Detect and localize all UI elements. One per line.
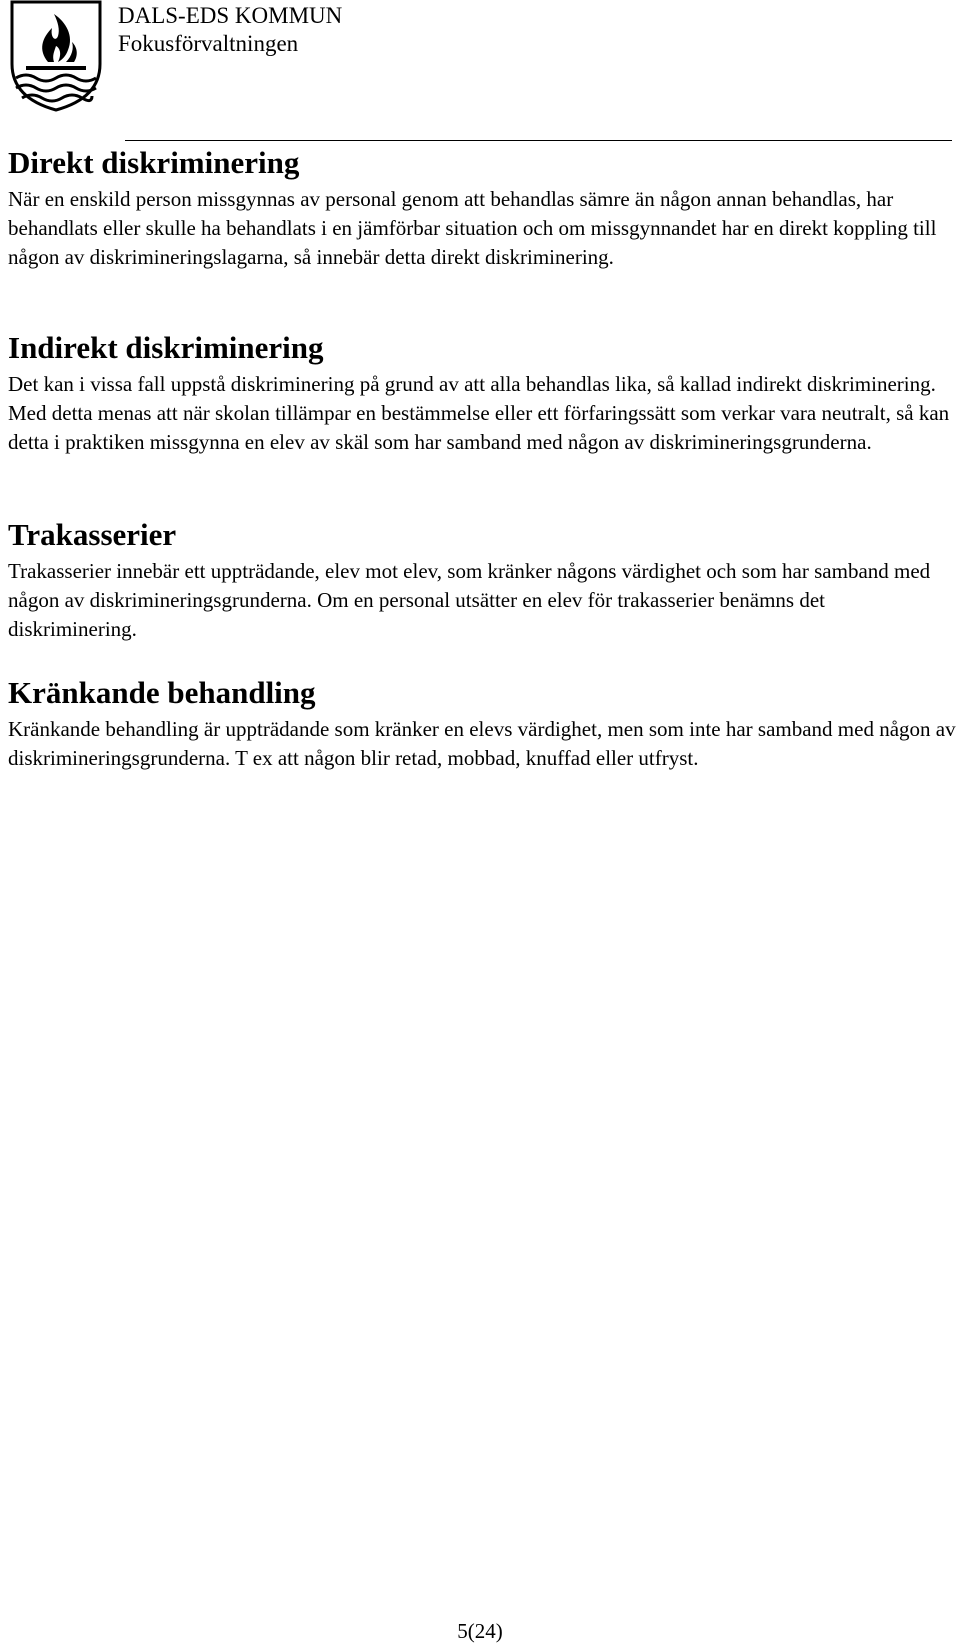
section-body: Trakasserier innebär ett uppträdande, elev mot elev, som kränker någons värdighet och som har samband med någon av diskrimineringsgrunderna. Om en personal utsätter en elev för trakasserier benämns det diskriminering. (8, 559, 931, 641)
section-heading: Kränkande behandling (8, 675, 316, 710)
section-body: Kränkande behandling är uppträdande som kränker en elevs värdighet, men som inte har samband med någon av diskrimineringsgrunderna. T ex att någon blir retad, mobbad, knuffad eller utfryst. (8, 717, 956, 770)
document-header (0, 0, 960, 140)
section-krankande-behandling (8, 675, 956, 773)
section-indirekt-diskriminering (8, 330, 956, 457)
section-heading: Trakasserier (8, 517, 177, 552)
municipal-coat-of-arms-icon (8, 0, 104, 112)
department-name: Fokusförvaltningen (118, 31, 299, 56)
organization-block (118, 2, 342, 58)
section-heading: Direkt diskriminering (8, 145, 300, 180)
section-trakasserier (8, 517, 956, 644)
section-heading: Indirekt diskriminering (8, 330, 324, 365)
header-divider (125, 140, 952, 141)
section-body: Det kan i vissa fall uppstå diskriminering på grund av att alla behandlas lika, så kallad indirekt diskriminering. Med detta menas att när skolan tillämpar en bestämmelse eller ett förfaringssätt som verkar vara neutralt, så kan detta i praktiken missgynna en elev av skäl som har samband med någon av diskrimineringsgrunderna. (8, 372, 950, 454)
section-body: När en enskild person missgynnas av personal genom att behandlas sämre än någon annan behandlas, har behandlats eller skulle ha behandlats i en jämförbar situation och om missgynnandet har en direkt koppling till någon av diskrimineringslagarna, så innebär detta direkt diskriminering. (8, 187, 937, 269)
page-number: 5(24) (457, 1619, 503, 1643)
section-direkt-diskriminering (8, 145, 956, 272)
organization-name: DALS-EDS KOMMUN (118, 3, 343, 28)
